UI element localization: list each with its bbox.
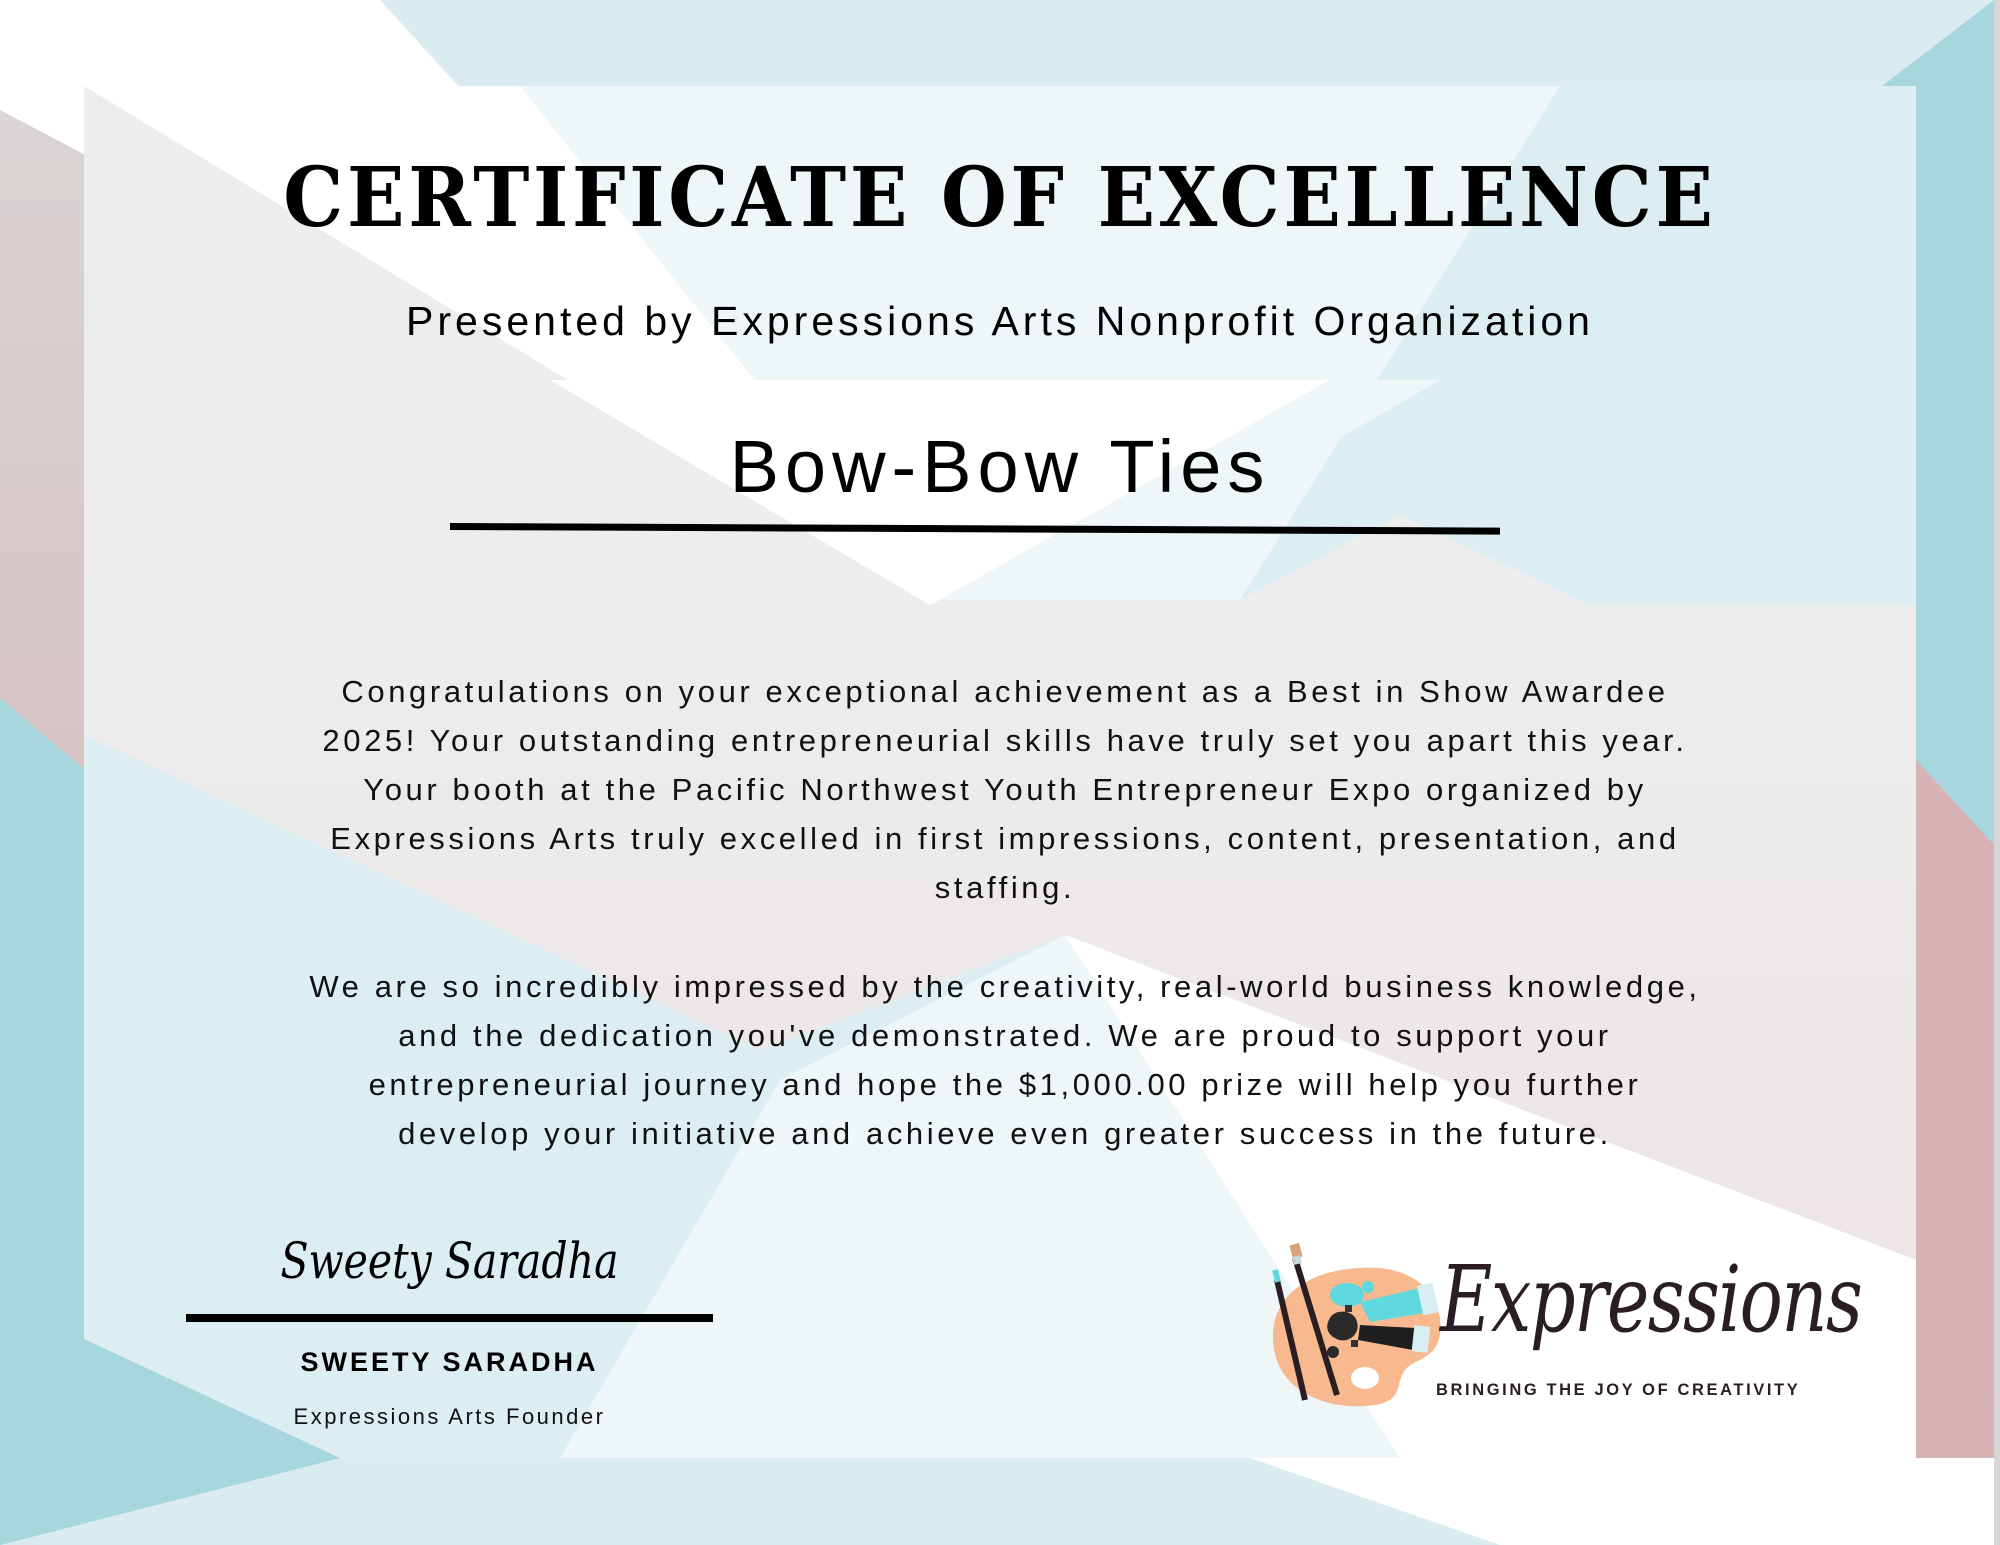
body-line: Your booth at the Pacific Northwest Youth Entrepreneur Expo organized by (363, 772, 1647, 807)
recipient-name: Bow-Bow Ties (729, 425, 1271, 508)
signer-role: Expressions Arts Founder (293, 1404, 606, 1429)
body-line: Expressions Arts truly excelled in first impressions, content, presentation, and (330, 821, 1680, 856)
body-paragraph-1 (220, 667, 1790, 912)
handwritten-signature: Sweety Saradha (280, 1232, 619, 1290)
body-line: and the dedication you've demonstrated. We are proud to support your (398, 1018, 1612, 1053)
body-line: Congratulations on your exceptional achievement as a Best in Show Awardee (341, 674, 1669, 709)
body-line: entrepreneurial journey and hope the $1,000.00 prize will help you further (368, 1067, 1642, 1102)
body-line: develop your initiative and achieve even greater success in the future. (398, 1116, 1612, 1151)
body-paragraph-2 (220, 962, 1790, 1158)
signature-line (186, 1314, 713, 1322)
paint-palette-icon (1265, 1240, 1455, 1410)
body-line: 2025! Your outstanding entrepreneurial skills have truly set you apart this year. (322, 723, 1688, 758)
logo-wordmark: Expressions (1440, 1246, 1862, 1353)
body-line: staffing. (934, 870, 1076, 905)
logo-tagline: BRINGING THE JOY OF CREATIVITY (1436, 1381, 1801, 1399)
certificate-title: CERTIFICATE OF EXCELLENCE (283, 150, 1717, 246)
signer-name: SWEETY SARADHA (300, 1347, 599, 1377)
body-line: We are so incredibly impressed by the creativity, real-world business knowledge, (309, 969, 1701, 1004)
certificate-subtitle: Presented by Expressions Arts Nonprofit Organization (406, 298, 1594, 344)
